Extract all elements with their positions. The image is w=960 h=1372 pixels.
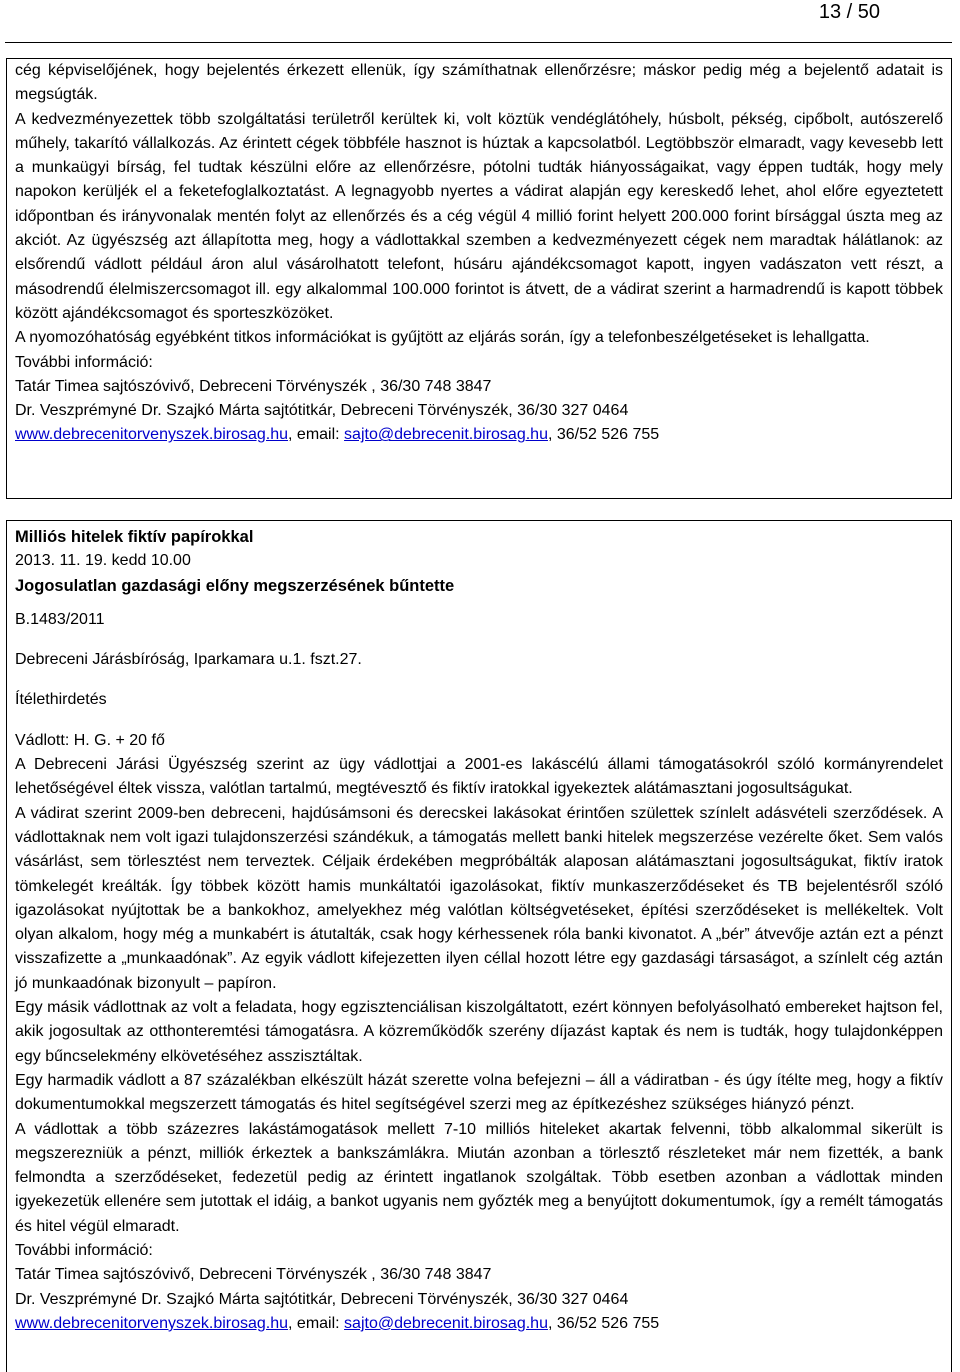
contact-spokesperson: Tatár Timea sajtószóvivő, Debreceni Törvényszék , 36/30 748 3847	[15, 377, 492, 395]
phone-tail: , 36/52 526 755	[547, 1314, 660, 1332]
case-number: B.1483/2011	[15, 610, 105, 628]
contact-links	[15, 423, 943, 447]
email-label: , email:	[288, 1314, 345, 1332]
contact-press-secretary: Dr. Veszprémyné Dr. Szajkó Márta sajtótitkár, Debreceni Törvényszék, 36/30 327 0464	[15, 402, 629, 420]
paragraph: cég képviselőjének, hogy bejelentés érkezett ellenük, így számíthatnak ellenőrzésre; máskor pedig még a bejelentő adatait is megsúgták.	[15, 62, 943, 104]
website-link[interactable]: www.debrecenitorvenyszek.birosag.hu	[15, 1314, 289, 1332]
info-heading: További információ:	[15, 1242, 153, 1260]
paragraph: A vádlottak a több százezres lakástámogatások mellett 7-10 milliós hiteleket akartak felvenni, több alkalommal sikerült is megszerezniük a pénzt, milliók érkeztek a bankszámlákra. Miután azonban a törlesztő részleteket már nem fizették, a bank felmondta a szerződéseket, fedezetül pedig az érintett ingatlanok szolgáltak. Több esetben azonban a vádlottak minden igyekezetük ellenére sem jutottak el idáig, a bankot ugyanis nem győzték meg a benyújtott dokumentumok, így a remélt támogatás és hitel végül elmaradt.	[15, 1120, 943, 1235]
press-release-block-2	[6, 520, 952, 1372]
website-link[interactable]: www.debrecenitorvenyszek.birosag.hu	[15, 426, 289, 444]
info-heading: További információ:	[15, 353, 153, 371]
paragraph: A vádirat szerint 2009-ben debreceni, hajdúsámsoni és derecskei lakásokat érintően születtek színlelt adásvételi szerződések. A vádlottaknak nem volt igazi tulajdonszerzési szándékuk, a támogatás mellett banki hitelek megszerzése vezérelte őket. Sem valós vásárlást, sem törlesztést nem terveztek. Céljaik érdekében megpróbálták alaposan alátámasztani jogosultságukat, fiktív iratok tömkelegét kreálták. Így többek között hamis munkáltatói igazolásokat, fiktív munkaszerződéseket és TB bejelentésről szóló igazolásokat nyújtottak be a bankokhoz, amelyekhez még valótlan költségvetéseket, építési szerződéseket is mellékeltek. Volt olyan alkalom, hogy még a munkabért is átutalták, csak hogy kérhessenek róla banki kivonatot. A „bér” átvevője aztán ezt a pénzt visszafizette a „munkaadónak”. Az egyik vádlott kifejezetten ilyen céllal hozott létre egy gazdasági társaságot, a színlelt cég aztán jó munkaadónak bizonyult – papíron.	[15, 804, 943, 992]
press-release-block-1	[6, 58, 952, 499]
release-datetime: 2013. 11. 19. kedd 10.00	[15, 552, 191, 570]
defendants: Vádlott: H. G. + 20 fő	[15, 731, 165, 749]
paragraph: Egy másik vádlottnak az volt a feladata, hogy egzisztenciálisan kiszolgáltatott, ezért könnyen befolyásolható embereket hajtson fel, akik jogosultak az otthonteremtési támogatásra. A közreműködők szerény díjazást kaptak és nem is tudták, hogy tulajdonképpen egy bűncselekmény elkövetéséhez asszisztáltak.	[15, 999, 943, 1065]
page-number: 13 / 50	[818, 1, 880, 23]
paragraph: A kedvezményezettek több szolgáltatási területről kerültek ki, volt köztük vendéglátóhely, húsbolt, pékség, cipőbolt, autószerelő műhely, takarító vállalkozás. Az érintett cégek többféle hasznot is húztak a kapcsolatból. Legtöbbször elmaradt, vagy kevesebb lett a munkaügyi bírság, fel tudtak készülni előre az ellenőrzésre, pótolni tudták hiányosságaikat, vagy éppen tudták, hogy mely napokon kerüljék el a feketefoglalkoztatást. A legnagyobb nyertes a vádirat alapján egy kereskedő lehet, ahol előre egyeztetett időpontban és irányvonalak mentén folyt az ellenőrzés és a cég végül 4 millió forint helyett 200.000 forint bírsággal úszta meg az akciót. Az ügyészség azt állapította meg, hogy a vádlottakkal szemben a kedvezményezett cégek nem maradtak hálátlanok: az elsőrendű vádlott például áron alul vásárolhatott telefont, húsáru ajándékcsomagot kapott, ingyen vadászaton vett részt, a másodrendű élelmiszercsomagot ill. egy alkalommal 100.000 forintot is átvett, de a vádirat szerint a harmadrendű is kapott többek között ajándékcsomagot és sporteszközöket.	[15, 110, 943, 322]
contact-links	[15, 1312, 943, 1336]
contact-spokesperson: Tatár Timea sajtószóvivő, Debreceni Törvényszék , 36/30 748 3847	[15, 1266, 492, 1284]
case-title: Jogosulatlan gazdasági előny megszerzésének bűntette	[15, 576, 455, 595]
email-link[interactable]: sajto@debrecenit.birosag.hu	[344, 426, 548, 444]
email-link[interactable]: sajto@debrecenit.birosag.hu	[344, 1314, 548, 1332]
release-title: Milliós hitelek fiktív papírokkal	[15, 528, 254, 546]
event-type: Ítélethirdetés	[15, 691, 107, 709]
court-location: Debreceni Járásbíróság, Iparkamara u.1. fszt.27.	[15, 651, 362, 669]
email-label: , email:	[288, 426, 345, 444]
paragraph: Egy harmadik vádlott a 87 százalékban elkészült házát szerette volna befejezni – áll a vádiratban - és úgy ítélte meg, hogy a fiktív dokumentumokkal megszerzett támogatás és hitel segítségével szerzi meg az építkezéshez szükséges hiányzó pénzt.	[15, 1071, 943, 1114]
paragraph: A nyomozóhatóság egyébként titkos információkat is gyűjtött az eljárás során, így a telefonbeszélgetéseket is lehallgatta.	[15, 329, 870, 347]
phone-tail: , 36/52 526 755	[547, 426, 660, 444]
paragraph: A Debreceni Járási Ügyészség szerint az ügy vádlottjai a 2001-es lakáscélú állami támogatásokról szóló kormányrendelet lehetőségével éltek vissza, valótlan tartalmú, megtévesztő és fiktív iratokkal igyekeztek alátámasztani jogosultságukat.	[15, 756, 943, 798]
contact-press-secretary: Dr. Veszprémyné Dr. Szajkó Márta sajtótitkár, Debreceni Törvényszék, 36/30 327 0464	[15, 1290, 629, 1308]
header-rule	[5, 42, 952, 43]
